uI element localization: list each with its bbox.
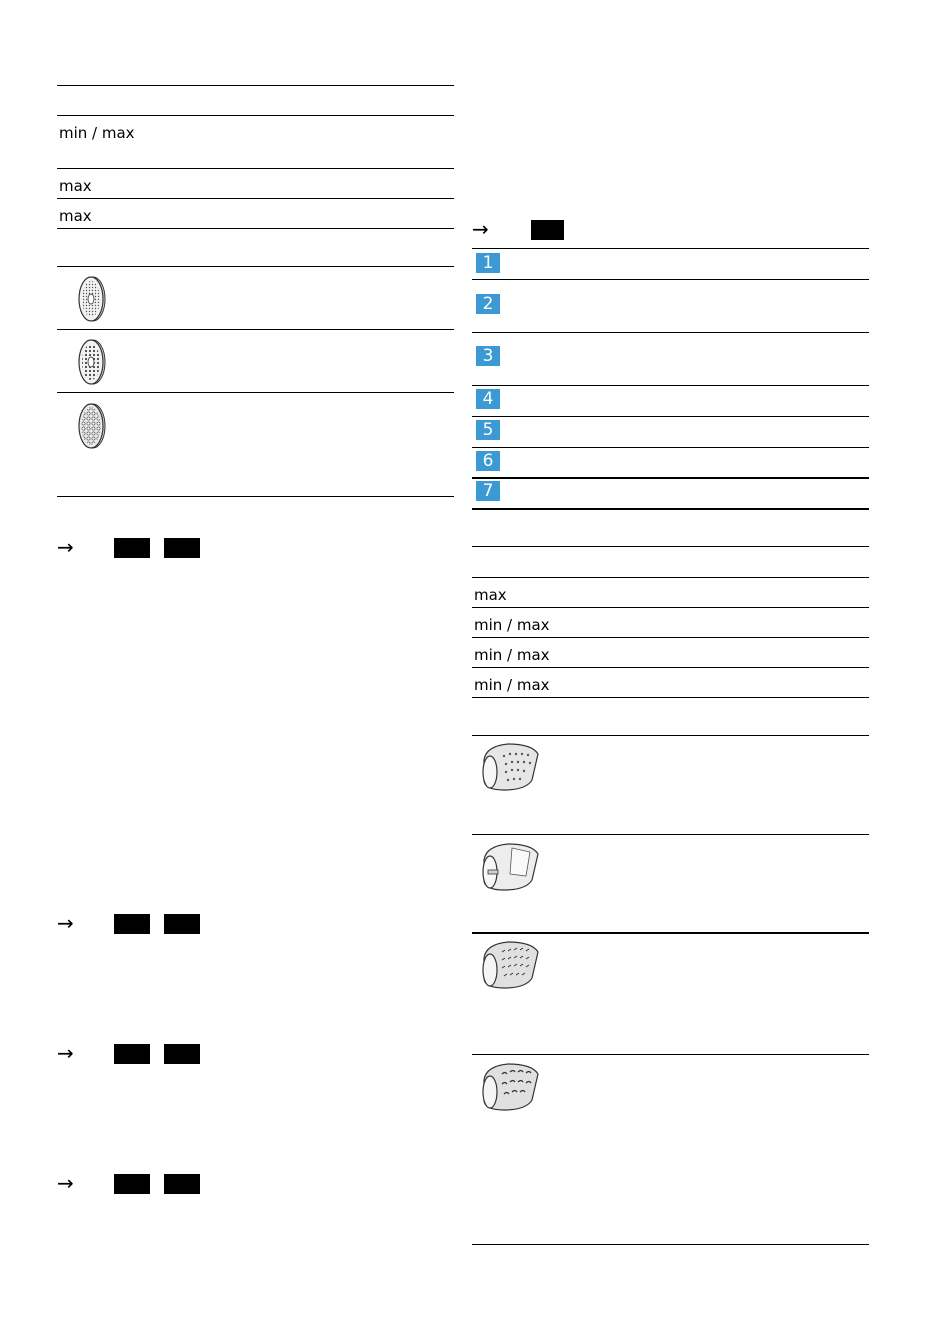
step-number-badge: 6 — [476, 451, 500, 471]
redacted-block — [531, 220, 564, 240]
table-rule — [472, 637, 869, 638]
speed-label: min / max — [474, 616, 550, 634]
grating-drum-fine-icon — [478, 740, 542, 794]
speed-label: min / max — [474, 676, 550, 694]
grinding-disc-fine-icon — [76, 274, 108, 324]
step-number-badge: 7 — [476, 481, 500, 501]
table-rule — [472, 385, 869, 386]
grinding-disc-medium-icon — [76, 337, 108, 387]
table-rule — [472, 932, 869, 934]
table-rule — [472, 1244, 869, 1245]
arrow-right-icon: → — [57, 911, 74, 935]
table-rule — [472, 667, 869, 668]
table-rule — [472, 834, 869, 835]
redacted-block — [114, 914, 150, 934]
step-number-badge: 2 — [476, 294, 500, 314]
table-rule — [57, 115, 454, 116]
arrow-right-icon: → — [57, 1041, 74, 1065]
table-rule — [472, 477, 869, 479]
table-rule — [57, 329, 454, 330]
slicing-drum-icon — [478, 840, 542, 894]
table-rule — [472, 248, 869, 249]
speed-label: max — [59, 177, 92, 195]
table-rule — [472, 697, 869, 698]
table-rule — [472, 447, 869, 448]
table-rule — [57, 496, 454, 497]
table-rule — [472, 1054, 869, 1055]
table-rule — [472, 508, 869, 510]
redacted-block — [164, 538, 200, 558]
table-rule — [57, 168, 454, 169]
table-rule — [472, 332, 869, 333]
redacted-block — [164, 1044, 200, 1064]
table-rule — [472, 416, 869, 417]
arrow-right-icon: → — [57, 1171, 74, 1195]
arrow-right-icon: → — [57, 535, 74, 559]
redacted-block — [114, 1174, 150, 1194]
speed-label: max — [59, 207, 92, 225]
table-rule — [57, 266, 454, 267]
step-number-badge: 5 — [476, 420, 500, 440]
speed-label: min / max — [474, 646, 550, 664]
grating-drum-medium-icon — [478, 938, 542, 992]
redacted-block — [114, 538, 150, 558]
table-rule — [472, 546, 869, 547]
speed-label: min / max — [59, 124, 135, 142]
table-rule — [472, 577, 869, 578]
table-rule — [472, 735, 869, 736]
step-number-badge: 1 — [476, 253, 500, 273]
step-number-badge: 4 — [476, 389, 500, 409]
table-rule — [57, 85, 454, 86]
table-rule — [57, 198, 454, 199]
redacted-block — [114, 1044, 150, 1064]
redacted-block — [164, 1174, 200, 1194]
grating-drum-coarse-icon — [478, 1060, 542, 1114]
table-rule — [57, 228, 454, 229]
arrow-right-icon: → — [472, 217, 489, 241]
speed-label: max — [474, 586, 507, 604]
step-number-badge: 3 — [476, 346, 500, 366]
grinding-disc-coarse-icon — [76, 401, 108, 451]
table-rule — [472, 279, 869, 280]
table-rule — [472, 607, 869, 608]
redacted-block — [164, 914, 200, 934]
table-rule — [57, 392, 454, 393]
